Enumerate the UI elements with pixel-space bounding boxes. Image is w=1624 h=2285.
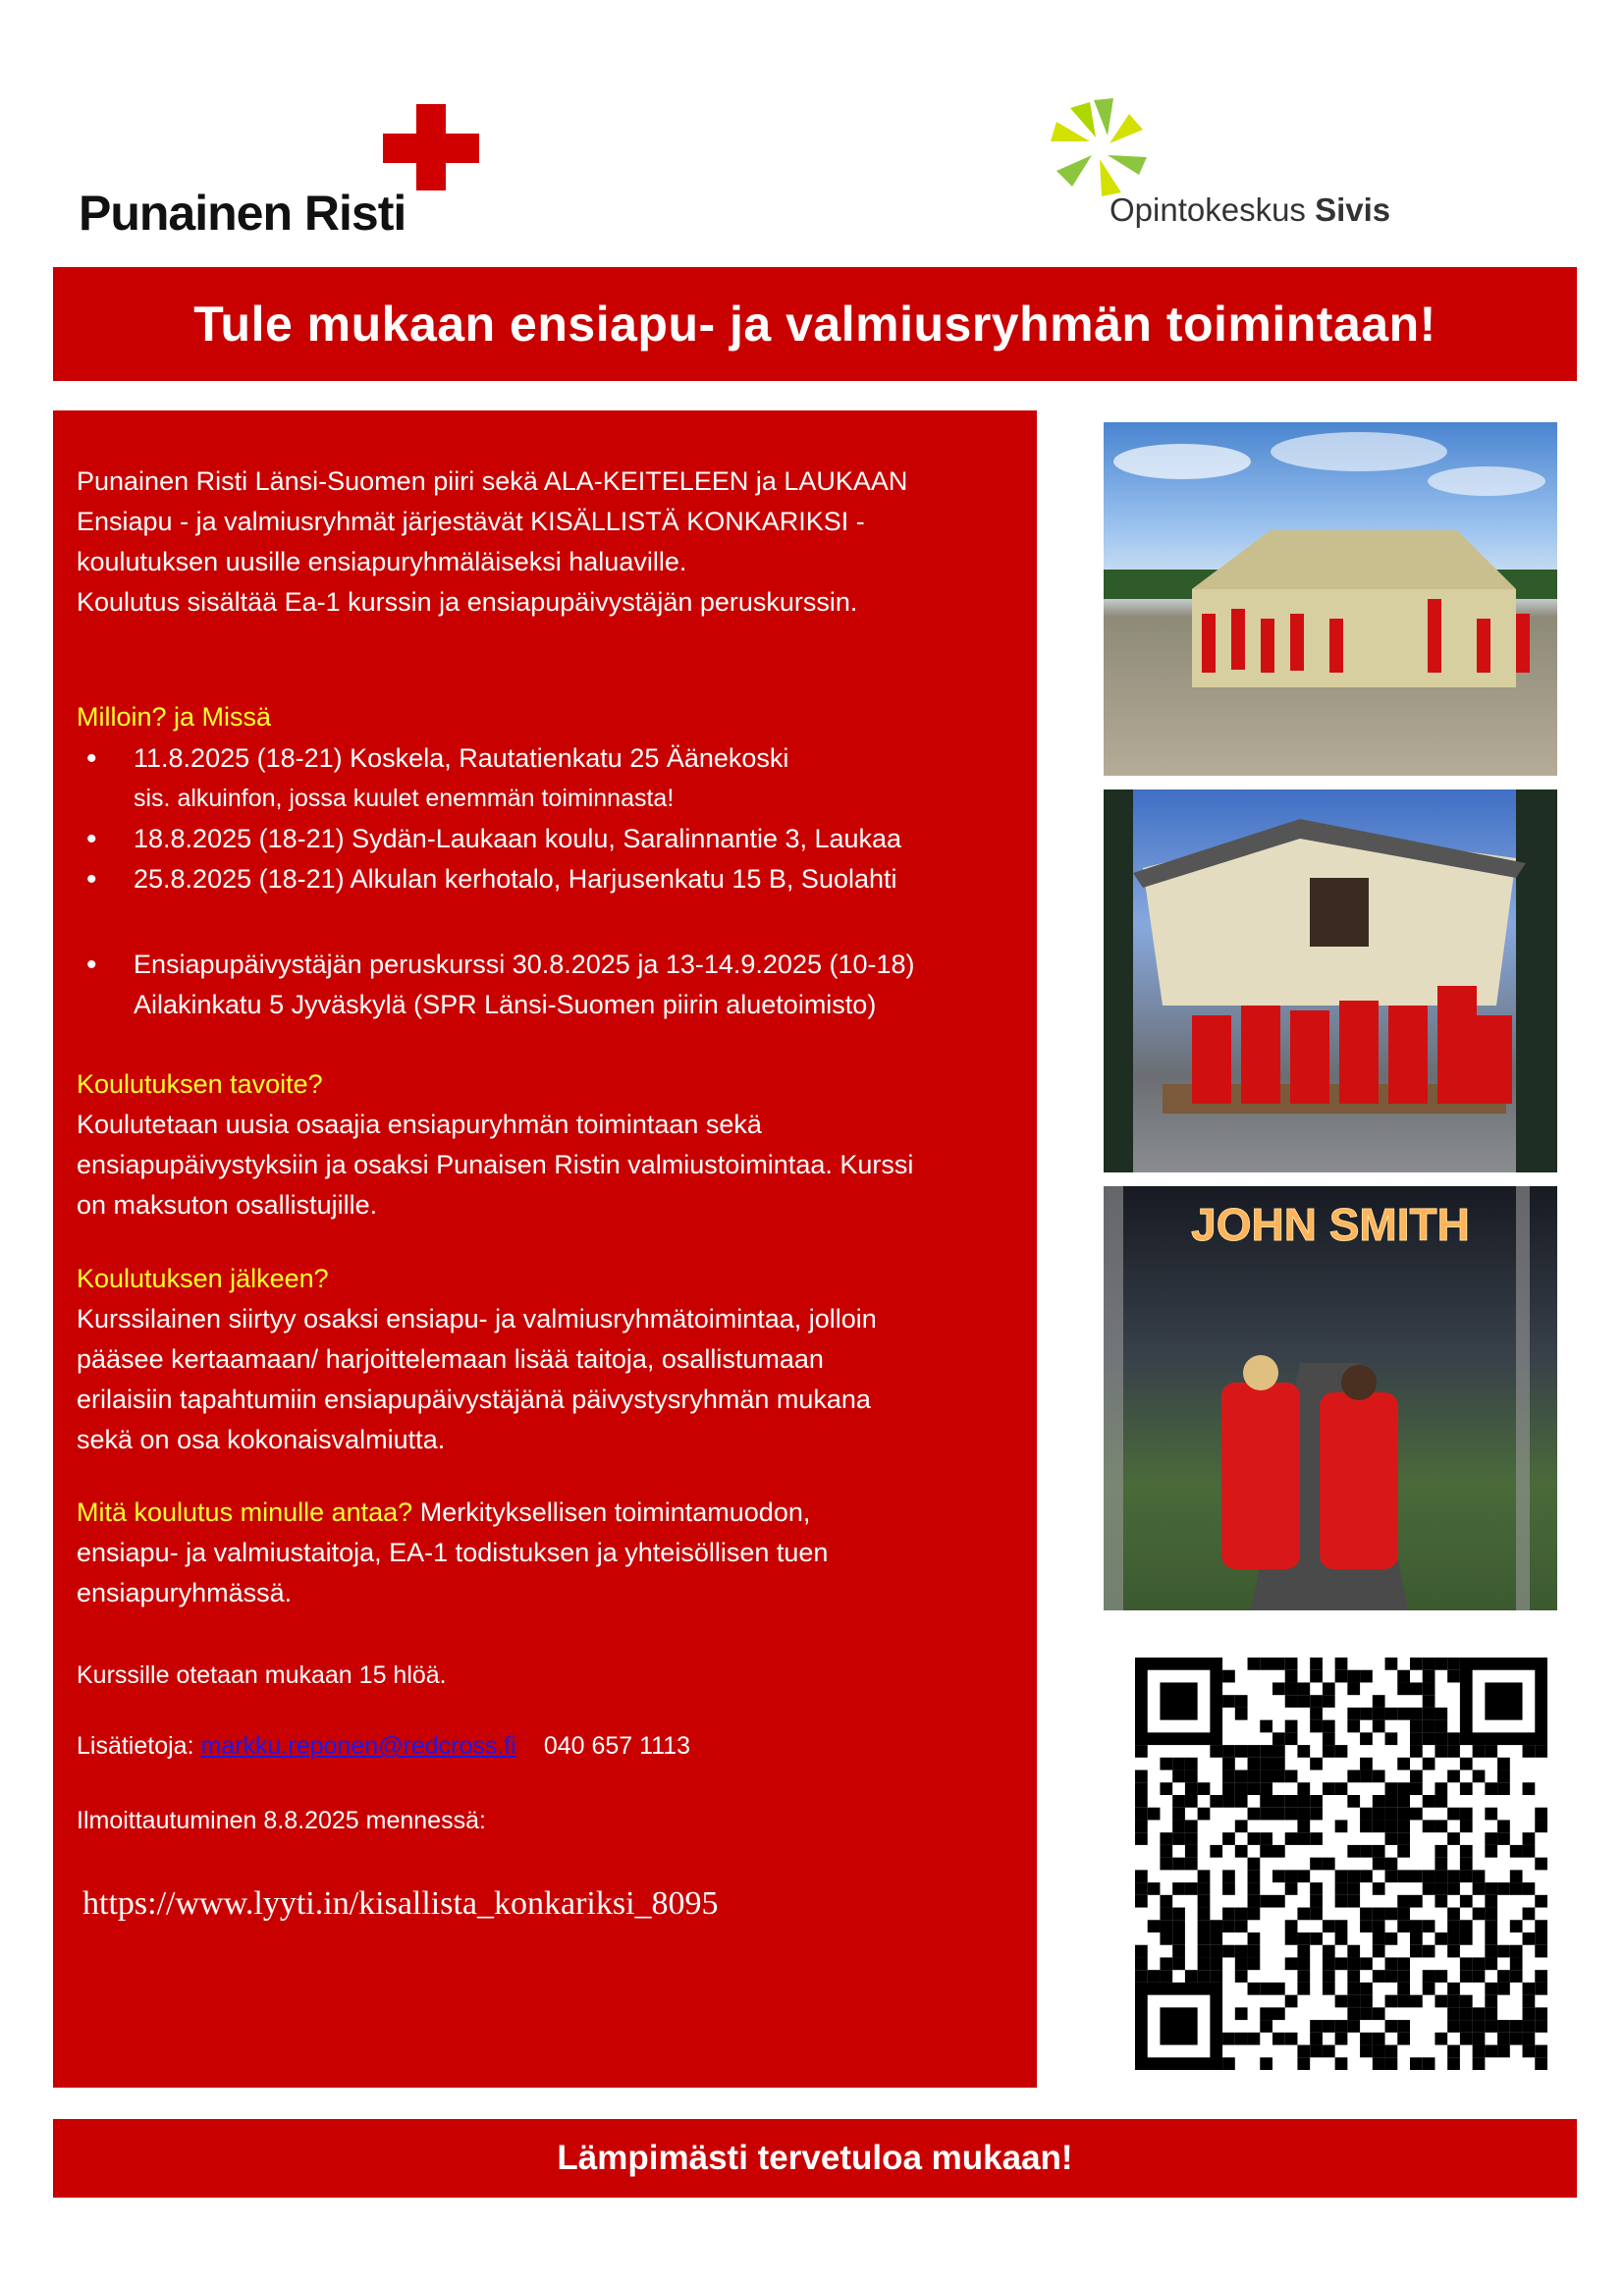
schedule-item bbox=[77, 819, 1019, 859]
course-item-location: Ailakinkatu 5 Jyväskylä (SPR Länsi-Suomen piirin aluetoimisto) bbox=[134, 990, 877, 1019]
after-line: Kurssilainen siirtyy osaksi ensiapu- ja valmiusryhmätoimintaa, jolloin bbox=[77, 1304, 877, 1333]
contact-phone: 040 657 1113 bbox=[543, 1732, 691, 1760]
photo-night-event bbox=[1104, 1186, 1557, 1610]
punainen-risti-logo bbox=[77, 98, 509, 245]
intro-text bbox=[77, 462, 1019, 623]
page-title: Tule mukaan ensiapu- ja valmiusryhmän toimintaan! bbox=[193, 297, 1436, 352]
title-banner bbox=[53, 267, 1577, 381]
footer-banner bbox=[53, 2119, 1577, 2198]
after-line: pääsee kertaamaan/ harjoittelemaan lisää taitoja, osallistumaan bbox=[77, 1344, 824, 1374]
benefit-line: ensiapuryhmässä. bbox=[77, 1578, 293, 1607]
goal-line: on maksuton osallistujille. bbox=[77, 1190, 378, 1220]
after-heading: Koulutuksen jälkeen? bbox=[77, 1264, 329, 1293]
registration-url[interactable]: https://www.lyyti.in/kisallista_konkariksi_8095 bbox=[82, 1885, 719, 1922]
benefit-first-line bbox=[77, 1493, 1019, 1533]
red-cross-icon-bar bbox=[383, 134, 479, 163]
contact-label: Lisätietoja: bbox=[77, 1732, 201, 1760]
course-item-text: • Ensiapupäivystäjän peruskurssi 30.8.2025 ja 13-14.9.2025 (10-18) bbox=[134, 950, 915, 979]
benefit-line: Merkityksellisen toimintamuodon, bbox=[412, 1497, 811, 1527]
registration-deadline: Ilmoittautuminen 8.8.2025 mennessä: bbox=[77, 1807, 486, 1834]
main-info-panel bbox=[53, 410, 1037, 2088]
schedule-list bbox=[77, 738, 1019, 899]
capacity-text: Kurssille otetaan mukaan 15 hlöä. bbox=[77, 1661, 447, 1689]
goal-section bbox=[77, 1064, 1019, 1225]
sivis-logo bbox=[1041, 93, 1414, 241]
goal-line: Koulutetaan uusia osaajia ensiapuryhmän toimintaan sekä bbox=[77, 1110, 762, 1139]
intro-line: koulutuksen uusille ensiapuryhmäläiseksi haluaville. bbox=[77, 547, 687, 576]
photo-house-illustration bbox=[1104, 789, 1557, 1172]
sivis-star-icon bbox=[1046, 93, 1154, 201]
benefit-heading: Mitä koulutus minulle antaa? bbox=[77, 1497, 413, 1527]
schedule-item bbox=[77, 738, 1019, 819]
intro-line: Ensiapu - ja valmiusryhmät järjestävät KISÄLLISTÄ KONKARIKSI - bbox=[77, 507, 865, 536]
intro-line: Punainen Risti Länsi-Suomen piiri sekä ALA-KEITELEEN ja LAUKAAN bbox=[77, 466, 908, 496]
intro-line: Koulutus sisältää Ea-1 kurssin ja ensiapupäivystäjän peruskurssin. bbox=[77, 587, 858, 617]
benefit-section bbox=[77, 1493, 1019, 1613]
schedule-item-note: sis. alkuinfon, jossa kuulet enemmän toiminnasta! bbox=[134, 785, 675, 812]
benefit-line: ensiapu- ja valmiustaitoja, EA-1 todistuksen ja yhteisöllisen tuen bbox=[77, 1538, 829, 1567]
photo-house-group bbox=[1104, 789, 1557, 1172]
punainen-risti-logo-text: Punainen Risti bbox=[79, 186, 406, 241]
schedule-item-text: • 18.8.2025 (18-21) Sydän-Laukaan koulu, Saralinnantie 3, Laukaa bbox=[134, 824, 902, 853]
photo-tent-illustration bbox=[1104, 422, 1557, 776]
after-line: erilaisiin tapahtumiin ensiapupäivystäjänä päivystysryhmän mukana bbox=[77, 1385, 871, 1414]
contact-email-link[interactable]: markku.reponen@redcross.fi bbox=[200, 1732, 516, 1760]
course-list bbox=[77, 945, 1019, 1025]
after-section bbox=[77, 1259, 1019, 1460]
photo-tent-group bbox=[1104, 422, 1557, 776]
photo-night-illustration bbox=[1104, 1186, 1557, 1610]
schedule-item bbox=[77, 859, 1019, 899]
goal-heading: Koulutuksen tavoite? bbox=[77, 1069, 323, 1099]
registration-qr-code[interactable] bbox=[1135, 1658, 1547, 2070]
contact-line bbox=[77, 1726, 1019, 1767]
night-sign-text: JOHN SMITH bbox=[1191, 1199, 1470, 1250]
qr-code-icon bbox=[1135, 1658, 1547, 2070]
footer-text: Lämpimästi tervetuloa mukaan! bbox=[557, 2139, 1073, 2177]
schedule-item-text: • 25.8.2025 (18-21) Alkulan kerhotalo, Harjusenkatu 15 B, Suolahti bbox=[134, 864, 897, 894]
course-item bbox=[77, 945, 1019, 1025]
goal-line: ensiapupäivystyksiin ja osaksi Punaisen Ristin valmiustoimintaa. Kurssi bbox=[77, 1150, 914, 1179]
sivis-logo-text: Opintokeskus Sivis bbox=[1110, 191, 1391, 228]
when-where-heading: Milloin? ja Missä bbox=[77, 702, 272, 732]
after-line: sekä on osa kokonaisvalmiutta. bbox=[77, 1425, 446, 1454]
schedule-item-text: • 11.8.2025 (18-21) Koskela, Rautatienkatu 25 Äänekoski bbox=[134, 743, 789, 773]
